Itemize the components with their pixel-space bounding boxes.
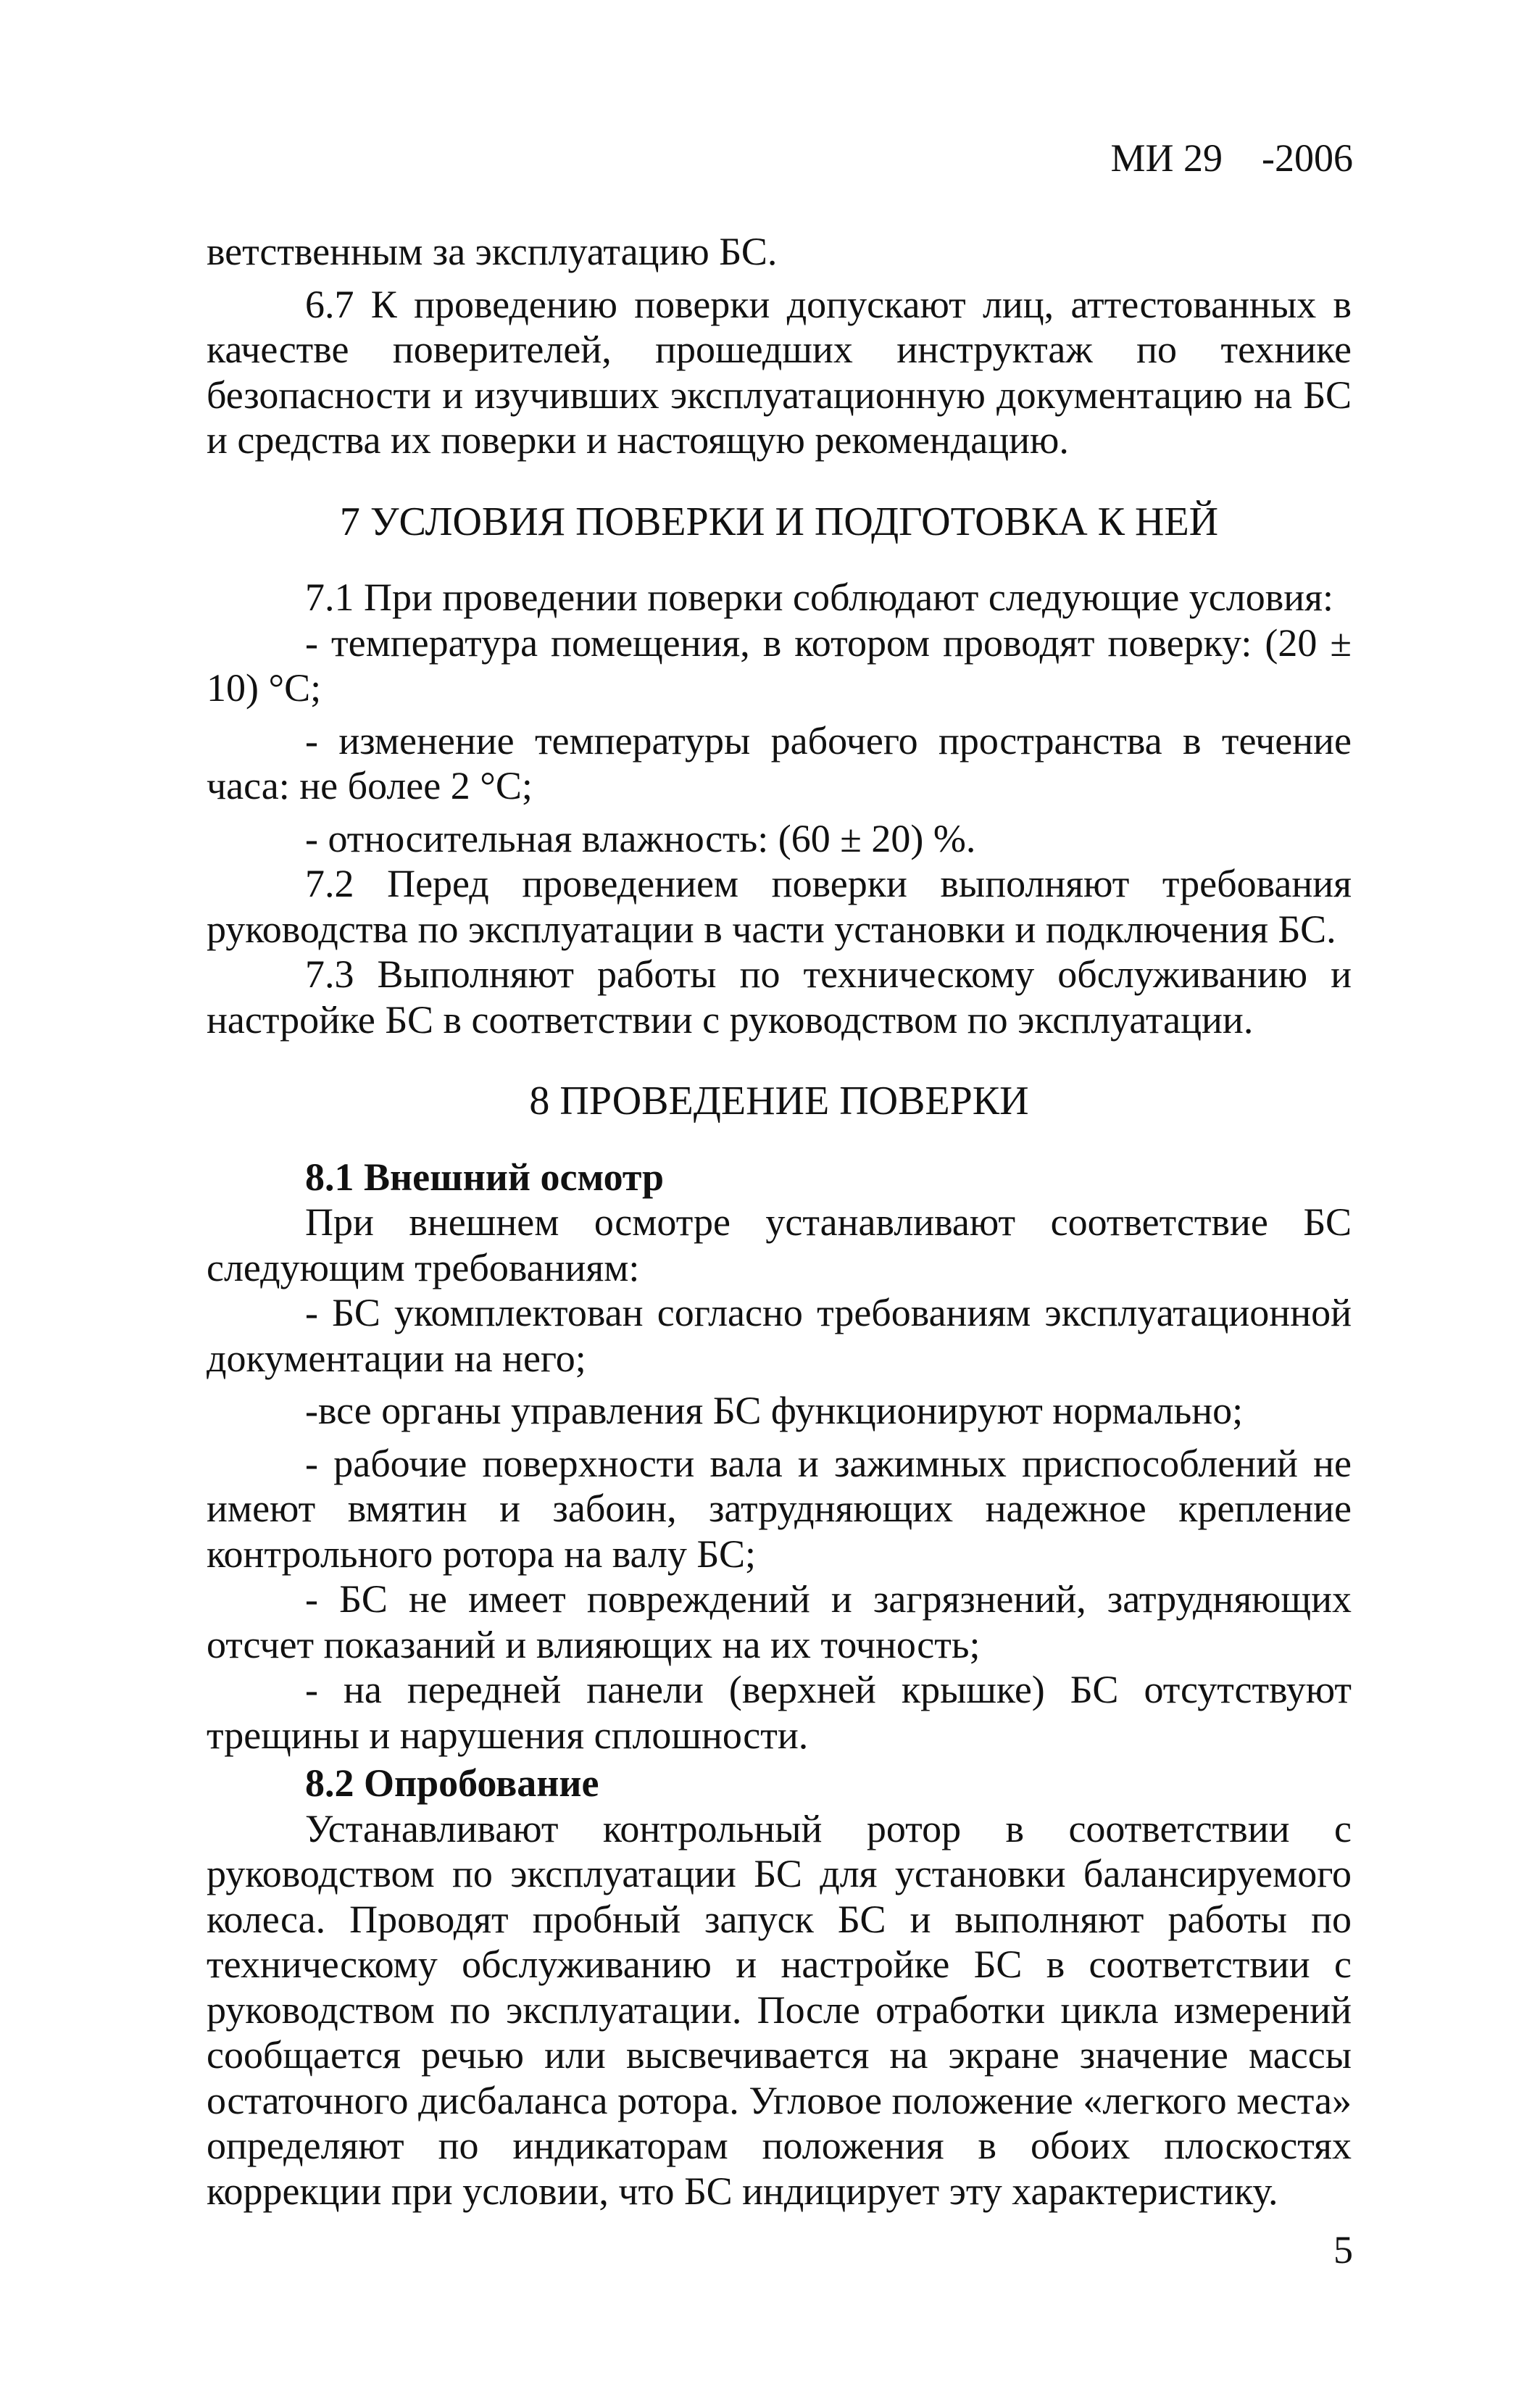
requirement-no-damage: - БС не имеет повреждений и загрязнений, затрудняющих отсчет показаний и влияющих на их точность; xyxy=(207,1577,1352,1666)
paragraph-8-2: Устанавливают контрольный ротор в соответствии с руководством по эксплуатации БС для установки балансируемого колеса. Проводят пробный запуск БС и выполняют работы по техническому обслуживанию и настройке БС в соответствии с руководством по эксплуатации. После отработки цикла измерений сообщается речью или высвечивается на экране значение массы остаточного дисбаланса ротора. Угловое положение «легкого места» определяют по индикаторам положения в обоих плоскостях коррекции при условии, что БС индицирует эту характеристику. xyxy=(207,1806,1352,2213)
paragraph-6-7: 6.7 К проведению поверки допускают лиц, аттестованных в качестве поверителей, прошедших инструктаж по технике безопасности и изучивших эксплуатационную документацию на БС и средства их поверки и настоящую рекомендацию. xyxy=(207,282,1352,462)
requirement-front-panel: - на передней панели (верхней крышке) БС отсутствуют трещины и нарушения сплошности. xyxy=(207,1668,1352,1757)
section-8-title: 8 ПРОВЕДЕНИЕ ПОВЕРКИ xyxy=(529,1079,1029,1123)
condition-temperature-change: - изменение температуры рабочего пространства в течение часа: не более 2 °С; xyxy=(207,718,1352,807)
document-code: МИ 29 -2006 xyxy=(1110,136,1353,180)
condition-humidity: - относительная влажность: (60 ± 20) %. xyxy=(305,816,976,860)
paragraph-continuation: ветственным за эксплуатацию БС. xyxy=(207,230,778,273)
condition-temperature: - температура помещения, в котором проводят поверку: (20 ± 10) °С; xyxy=(207,620,1352,710)
page-number: 5 xyxy=(1333,2228,1353,2272)
requirement-controls: -все органы управления БС функционируют нормально; xyxy=(305,1389,1244,1432)
requirement-completeness: - БС укомплектован согласно требованиям эксплуатационной документации на него; xyxy=(207,1291,1352,1380)
paragraph-7-1: 7.1 При проведении поверки соблюдают следующие условия: xyxy=(305,576,1333,619)
requirement-shaft-surfaces: - рабочие поверхности вала и зажимных приспособлений не имеют вмятин и забоин, затрудняющих надежное крепление контрольного ротора на валу БС; xyxy=(207,1441,1352,1576)
paragraph-8-1: При внешнем осмотре устанавливают соответствие БС следующим требованиям: xyxy=(207,1200,1352,1289)
subsection-8-1-title: 8.1 Внешний осмотр xyxy=(305,1155,665,1199)
paragraph-7-2: 7.2 Перед проведением поверки выполняют требования руководства по эксплуатации в части установки и подключения БС. xyxy=(207,862,1352,951)
page-body xyxy=(207,229,1352,2214)
subsection-8-2-title: 8.2 Опробование xyxy=(305,1761,599,1805)
paragraph-7-3: 7.3 Выполняют работы по техническому обслуживанию и настройке БС в соответствии с руководством по эксплуатации. xyxy=(207,952,1352,1042)
section-7-title: 7 УСЛОВИЯ ПОВЕРКИ И ПОДГОТОВКА К НЕЙ xyxy=(339,499,1219,544)
